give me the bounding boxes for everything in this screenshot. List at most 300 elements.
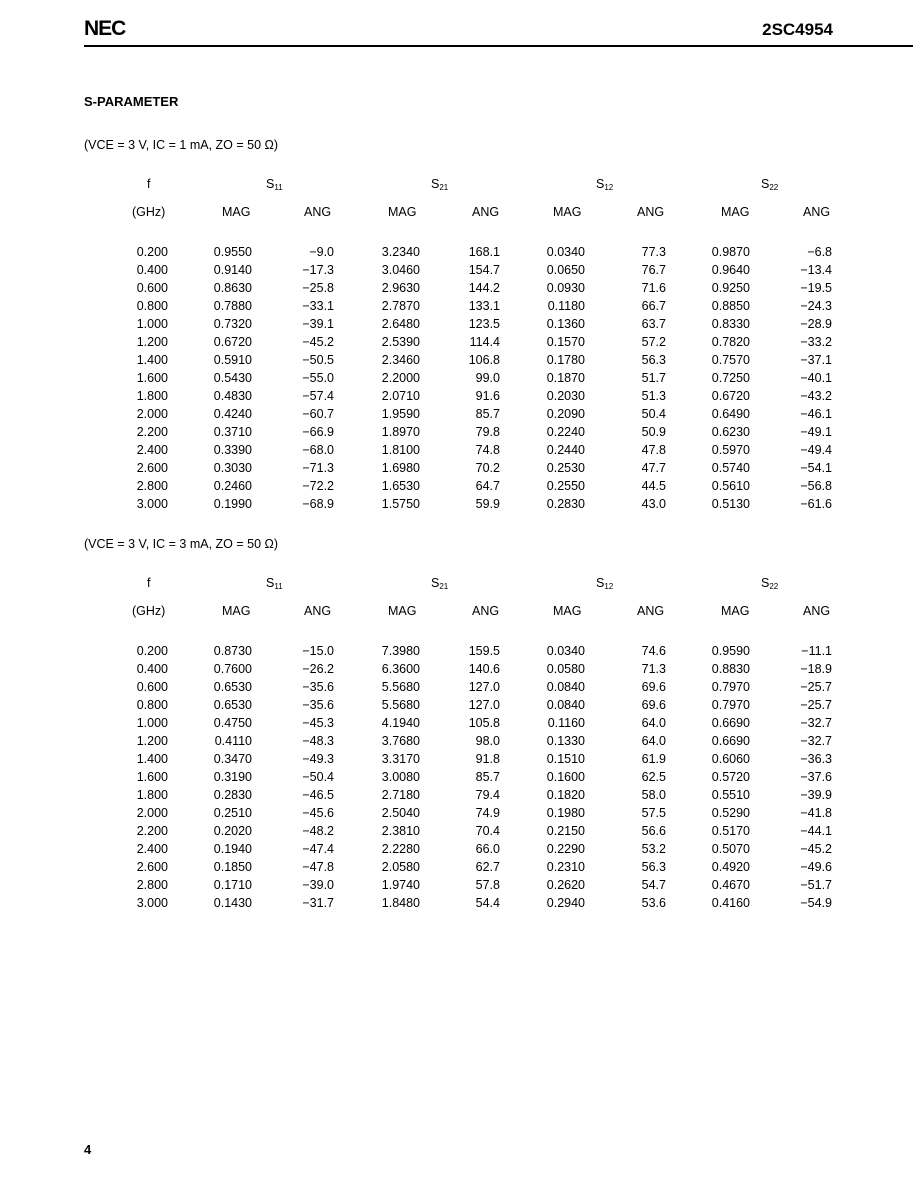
s12-mag-cell: 0.2240 (546, 425, 585, 439)
s21-header: $S_{21}$ (431, 177, 449, 192)
s12-mag-cell: 0.1600 (546, 770, 585, 784)
table-1-condition: (VCE = 3 V, IC = 1 mA, ZO = 50 Ω) (84, 138, 279, 152)
table-row (0, 788, 913, 806)
s21-mag-cell: 3.0460 (381, 263, 420, 277)
s11-mag-cell: 0.4110 (214, 734, 252, 748)
ang-label: ANG (637, 604, 665, 618)
s21-ang-cell: 98.0 (475, 734, 500, 748)
s11-ang-cell: −33.1 (302, 299, 334, 313)
s21-ang-cell: 91.6 (475, 389, 500, 403)
freq-cell: 0.800 (136, 299, 168, 313)
s11-mag-cell: 0.7320 (213, 317, 252, 331)
freq-cell: 0.200 (136, 644, 168, 658)
s21-mag-cell: 6.3600 (381, 662, 420, 676)
s21-mag-cell: 2.5040 (381, 806, 420, 820)
s12-mag-cell: 0.2550 (546, 479, 585, 493)
s22-mag-cell: 0.6720 (711, 389, 750, 403)
s12-mag-cell: 0.1360 (546, 317, 585, 331)
table-row (0, 371, 913, 389)
s11-ang-cell: −47.4 (302, 842, 334, 856)
s21-ang-cell: 74.8 (475, 443, 500, 457)
freq-cell: 1.400 (136, 752, 168, 766)
s21-ang-cell: 123.5 (468, 317, 500, 331)
s22-mag-cell: 0.5610 (711, 479, 750, 493)
s21-mag-cell: 2.3810 (381, 824, 420, 838)
s11-mag-cell: 0.6530 (213, 698, 252, 712)
ang-label: ANG (472, 604, 500, 618)
s12-ang-cell: 71.3 (641, 662, 666, 676)
s11-mag-cell: 0.2510 (213, 806, 252, 820)
s22-mag-cell: 0.7570 (711, 353, 750, 367)
s12-ang-cell: 76.7 (641, 263, 666, 277)
table-row (0, 317, 913, 335)
table-row (0, 443, 913, 461)
s12-mag-cell: 0.1980 (546, 806, 585, 820)
s21-ang-cell: 133.1 (468, 299, 500, 313)
s21-ang-cell: 70.4 (475, 824, 500, 838)
s11-ang-cell: −50.5 (302, 353, 334, 367)
s11-mag-cell: 0.1940 (213, 842, 252, 856)
s11-mag-cell: 0.5910 (213, 353, 252, 367)
s22-mag-cell: 0.6230 (711, 425, 750, 439)
s11-mag-cell: 0.4240 (213, 407, 252, 421)
s11-mag-cell: 0.1710 (213, 878, 252, 892)
s11-mag-cell: 0.3030 (213, 461, 252, 475)
s21-mag-cell: 1.8480 (381, 896, 420, 910)
table-row (0, 497, 913, 515)
s12-mag-cell: 0.0840 (546, 680, 585, 694)
s11-ang-cell: −25.8 (302, 281, 334, 295)
s12-mag-cell: 0.0650 (546, 263, 585, 277)
s21-mag-cell: 1.5750 (381, 497, 420, 511)
table-1-subheader-row (0, 205, 913, 223)
table-row (0, 335, 913, 353)
s22-mag-cell: 0.8850 (711, 299, 750, 313)
freq-cell: 0.200 (136, 245, 168, 259)
table-row (0, 281, 913, 299)
s22-ang-cell: −11.1 (801, 644, 832, 658)
s22-mag-cell: 0.5130 (711, 497, 750, 511)
ang-label: ANG (637, 205, 665, 219)
s21-mag-cell: 2.7180 (381, 788, 420, 802)
table-row (0, 860, 913, 878)
freq-header: f (147, 576, 151, 590)
s11-mag-cell: 0.2830 (213, 788, 252, 802)
table-row (0, 662, 913, 680)
s11-mag-cell: 0.6530 (213, 680, 252, 694)
table-1-body (0, 245, 913, 515)
freq-cell: 2.400 (136, 443, 168, 457)
table-2 (0, 576, 913, 914)
part-number: 2SC4954 (762, 20, 833, 39)
s21-mag-cell: 3.0080 (381, 770, 420, 784)
s11-ang-cell: −26.2 (302, 662, 334, 676)
s22-mag-cell: 0.6690 (711, 716, 750, 730)
table-row (0, 842, 913, 860)
s21-ang-cell: 79.8 (475, 425, 500, 439)
table-row (0, 461, 913, 479)
s22-ang-cell: −54.9 (800, 896, 832, 910)
unit-label: (GHz) (132, 604, 166, 618)
s22-ang-cell: −41.8 (800, 806, 832, 820)
s22-ang-cell: −28.9 (800, 317, 832, 331)
freq-cell: 1.800 (136, 788, 168, 802)
s22-ang-cell: −44.1 (800, 824, 832, 838)
s11-ang-cell: −60.7 (302, 407, 334, 421)
table-row (0, 698, 913, 716)
s21-mag-cell: 2.2000 (381, 371, 420, 385)
table-row (0, 425, 913, 443)
s12-ang-cell: 58.0 (641, 788, 666, 802)
s21-mag-cell: 1.9590 (381, 407, 420, 421)
s11-mag-cell: 0.3470 (213, 752, 252, 766)
s21-ang-cell: 106.8 (468, 353, 500, 367)
s22-mag-cell: 0.9870 (711, 245, 750, 259)
s22-ang-cell: −25.7 (800, 698, 832, 712)
s21-mag-cell: 2.6480 (381, 317, 420, 331)
s11-ang-cell: −57.4 (302, 389, 334, 403)
freq-cell: 2.800 (136, 479, 168, 493)
s12-ang-cell: 51.3 (641, 389, 666, 403)
table-row (0, 716, 913, 734)
s12-ang-cell: 47.7 (641, 461, 666, 475)
s11-ang-cell: −71.3 (302, 461, 334, 475)
s22-mag-cell: 0.5720 (711, 770, 750, 784)
table-row (0, 896, 913, 914)
s21-mag-cell: 5.5680 (381, 698, 420, 712)
s11-ang-cell: −39.1 (302, 317, 334, 331)
s12-ang-cell: 51.7 (641, 371, 666, 385)
s21-mag-cell: 2.3460 (381, 353, 420, 367)
s22-ang-cell: −37.1 (800, 353, 832, 367)
s11-mag-cell: 0.4750 (213, 716, 252, 730)
s11-ang-cell: −39.0 (302, 878, 334, 892)
s21-ang-cell: 140.6 (468, 662, 500, 676)
freq-cell: 1.600 (136, 371, 168, 385)
s21-ang-cell: 54.4 (475, 896, 500, 910)
s11-ang-cell: −45.2 (302, 335, 334, 349)
s11-mag-cell: 0.8730 (213, 644, 252, 658)
freq-cell: 2.200 (136, 425, 168, 439)
s11-ang-cell: −66.9 (302, 425, 334, 439)
s11-mag-cell: 0.2460 (213, 479, 252, 493)
s12-ang-cell: 62.5 (641, 770, 666, 784)
s22-mag-cell: 0.4920 (711, 860, 750, 874)
table-row (0, 734, 913, 752)
s22-mag-cell: 0.7820 (711, 335, 750, 349)
s21-mag-cell: 1.8970 (381, 425, 420, 439)
s12-ang-cell: 56.3 (641, 860, 666, 874)
table-2-condition: (VCE = 3 V, IC = 3 mA, ZO = 50 Ω) (84, 537, 279, 551)
s11-mag-cell: 0.9550 (213, 245, 252, 259)
freq-cell: 1.400 (136, 353, 168, 367)
s22-ang-cell: −39.9 (800, 788, 832, 802)
s21-mag-cell: 5.5680 (381, 680, 420, 694)
s12-ang-cell: 69.6 (641, 698, 666, 712)
s12-ang-cell: 53.6 (641, 896, 666, 910)
s22-mag-cell: 0.4160 (711, 896, 750, 910)
s12-mag-cell: 0.0930 (546, 281, 585, 295)
s21-ang-cell: 74.9 (475, 806, 500, 820)
s22-ang-cell: −49.4 (800, 443, 832, 457)
table-row (0, 806, 913, 824)
mag-label: MAG (721, 205, 750, 219)
table-row (0, 389, 913, 407)
s11-ang-cell: −68.0 (302, 443, 334, 457)
s22-ang-cell: −32.7 (800, 734, 832, 748)
s12-mag-cell: 0.2530 (546, 461, 585, 475)
s22-header: $S_{22}$ (761, 177, 779, 192)
s12-mag-cell: 0.2030 (546, 389, 585, 403)
s12-header: $S_{12}$ (596, 576, 614, 591)
s21-ang-cell: 85.7 (475, 407, 500, 421)
s22-mag-cell: 0.5290 (711, 806, 750, 820)
s22-ang-cell: −37.6 (800, 770, 832, 784)
s21-mag-cell: 2.9630 (381, 281, 420, 295)
s21-ang-cell: 64.7 (475, 479, 500, 493)
freq-cell: 0.400 (136, 263, 168, 277)
s11-mag-cell: 0.9140 (213, 263, 252, 277)
s21-mag-cell: 2.5390 (381, 335, 420, 349)
s22-ang-cell: −54.1 (800, 461, 832, 475)
mag-label: MAG (388, 205, 417, 219)
ang-label: ANG (304, 205, 332, 219)
s21-mag-cell: 2.0580 (381, 860, 420, 874)
s12-ang-cell: 66.7 (641, 299, 666, 313)
s22-ang-cell: −40.1 (800, 371, 832, 385)
s11-ang-cell: −68.9 (302, 497, 334, 511)
s21-ang-cell: 105.8 (468, 716, 500, 730)
s11-ang-cell: −50.4 (302, 770, 334, 784)
s11-mag-cell: 0.4830 (213, 389, 252, 403)
s11-ang-cell: −72.2 (302, 479, 334, 493)
s11-mag-cell: 0.3190 (213, 770, 252, 784)
s11-header: $S_{11}$ (266, 177, 283, 192)
s21-mag-cell: 7.3980 (381, 644, 420, 658)
s12-ang-cell: 53.2 (641, 842, 666, 856)
s21-ang-cell: 127.0 (468, 680, 500, 694)
s22-mag-cell: 0.5510 (711, 788, 750, 802)
s12-ang-cell: 64.0 (641, 716, 666, 730)
s11-ang-cell: −15.0 (302, 644, 334, 658)
s12-ang-cell: 54.7 (641, 878, 666, 892)
s11-ang-cell: −48.2 (302, 824, 334, 838)
table-row (0, 353, 913, 371)
s22-ang-cell: −18.9 (800, 662, 832, 676)
freq-cell: 1.200 (136, 335, 168, 349)
s22-mag-cell: 0.9590 (711, 644, 750, 658)
freq-cell: 0.400 (136, 662, 168, 676)
freq-cell: 1.000 (136, 716, 168, 730)
s22-mag-cell: 0.6060 (711, 752, 750, 766)
s12-mag-cell: 0.0340 (546, 644, 585, 658)
s22-mag-cell: 0.4670 (711, 878, 750, 892)
s12-mag-cell: 0.1870 (546, 371, 585, 385)
s12-mag-cell: 0.0580 (546, 662, 585, 676)
s12-mag-cell: 0.1820 (546, 788, 585, 802)
freq-cell: 2.000 (136, 407, 168, 421)
s22-ang-cell: −61.6 (800, 497, 832, 511)
s12-ang-cell: 57.2 (641, 335, 666, 349)
ang-label: ANG (803, 604, 831, 618)
freq-cell: 0.600 (136, 281, 168, 295)
freq-cell: 2.400 (136, 842, 168, 856)
s22-mag-cell: 0.5740 (711, 461, 750, 475)
s22-ang-cell: −36.3 (800, 752, 832, 766)
s11-ang-cell: −47.8 (302, 860, 334, 874)
s12-ang-cell: 50.9 (641, 425, 666, 439)
s12-mag-cell: 0.0340 (546, 245, 585, 259)
s12-ang-cell: 63.7 (641, 317, 666, 331)
s21-ang-cell: 66.0 (475, 842, 500, 856)
s21-mag-cell: 1.6530 (381, 479, 420, 493)
s11-ang-cell: −48.3 (302, 734, 334, 748)
header-rule (84, 45, 913, 47)
s21-ang-cell: 168.1 (468, 245, 500, 259)
s21-ang-cell: 57.8 (475, 878, 500, 892)
ang-label: ANG (472, 205, 500, 219)
s11-mag-cell: 0.1850 (213, 860, 252, 874)
s22-ang-cell: −51.7 (800, 878, 832, 892)
s21-mag-cell: 1.9740 (381, 878, 420, 892)
mag-label: MAG (222, 604, 251, 618)
freq-cell: 2.600 (136, 461, 168, 475)
freq-cell: 1.800 (136, 389, 168, 403)
s11-ang-cell: −31.7 (302, 896, 334, 910)
table-row (0, 407, 913, 425)
s21-ang-cell: 85.7 (475, 770, 500, 784)
s12-ang-cell: 56.3 (641, 353, 666, 367)
s22-mag-cell: 0.9250 (711, 281, 750, 295)
s22-mag-cell: 0.5170 (711, 824, 750, 838)
freq-cell: 2.600 (136, 860, 168, 874)
s12-ang-cell: 61.9 (641, 752, 666, 766)
s11-mag-cell: 0.6720 (213, 335, 252, 349)
s12-ang-cell: 57.5 (641, 806, 666, 820)
s11-ang-cell: −45.6 (302, 806, 334, 820)
table-row (0, 245, 913, 263)
unit-label: (GHz) (132, 205, 166, 219)
s12-ang-cell: 77.3 (641, 245, 666, 259)
s21-mag-cell: 3.3170 (381, 752, 420, 766)
nec-logo: NEC (84, 17, 126, 40)
mag-label: MAG (553, 205, 582, 219)
s22-mag-cell: 0.7970 (711, 680, 750, 694)
s12-ang-cell: 44.5 (641, 479, 666, 493)
s22-ang-cell: −49.6 (800, 860, 832, 874)
table-2-subheader-row (0, 604, 913, 622)
s22-ang-cell: −43.2 (800, 389, 832, 403)
s21-ang-cell: 59.9 (475, 497, 500, 511)
s11-mag-cell: 0.1430 (213, 896, 252, 910)
freq-cell: 2.200 (136, 824, 168, 838)
s22-ang-cell: −32.7 (800, 716, 832, 730)
s12-mag-cell: 0.2940 (546, 896, 585, 910)
freq-cell: 2.000 (136, 806, 168, 820)
s21-ang-cell: 62.7 (475, 860, 500, 874)
s22-mag-cell: 0.6690 (711, 734, 750, 748)
s22-mag-cell: 0.7250 (711, 371, 750, 385)
s11-mag-cell: 0.3390 (213, 443, 252, 457)
s21-ang-cell: 99.0 (475, 371, 500, 385)
freq-cell: 0.800 (136, 698, 168, 712)
s21-mag-cell: 1.8100 (381, 443, 420, 457)
s11-mag-cell: 0.7880 (213, 299, 252, 313)
s12-mag-cell: 0.1780 (546, 353, 585, 367)
s12-ang-cell: 47.8 (641, 443, 666, 457)
s21-ang-cell: 79.4 (475, 788, 500, 802)
s22-mag-cell: 0.9640 (711, 263, 750, 277)
s11-ang-cell: −35.6 (302, 680, 334, 694)
s12-mag-cell: 0.2090 (546, 407, 585, 421)
table-row (0, 770, 913, 788)
s21-mag-cell: 2.7870 (381, 299, 420, 313)
s12-ang-cell: 64.0 (641, 734, 666, 748)
s11-mag-cell: 0.8630 (213, 281, 252, 295)
s11-ang-cell: −49.3 (302, 752, 334, 766)
s21-ang-cell: 159.5 (468, 644, 500, 658)
s12-mag-cell: 0.1570 (546, 335, 585, 349)
table-1-header-row (0, 177, 913, 195)
s12-ang-cell: 50.4 (641, 407, 666, 421)
s21-header: $S_{21}$ (431, 576, 449, 591)
s21-mag-cell: 2.0710 (381, 389, 420, 403)
s11-header: $S_{11}$ (266, 576, 283, 591)
s21-ang-cell: 144.2 (468, 281, 500, 295)
s11-mag-cell: 0.5430 (213, 371, 252, 385)
s12-ang-cell: 56.6 (641, 824, 666, 838)
s12-ang-cell: 69.6 (641, 680, 666, 694)
s21-ang-cell: 91.8 (475, 752, 500, 766)
s11-ang-cell: −35.6 (302, 698, 334, 712)
freq-cell: 3.000 (136, 497, 168, 511)
s22-ang-cell: −24.3 (800, 299, 832, 313)
section-title: S-PARAMETER (84, 94, 179, 109)
s12-mag-cell: 0.1330 (546, 734, 585, 748)
mag-label: MAG (222, 205, 251, 219)
freq-cell: 0.600 (136, 680, 168, 694)
mag-label: MAG (553, 604, 582, 618)
s22-ang-cell: −25.7 (800, 680, 832, 694)
s12-mag-cell: 0.2830 (546, 497, 585, 511)
s11-ang-cell: −55.0 (302, 371, 334, 385)
table-row (0, 479, 913, 497)
s12-ang-cell: 71.6 (641, 281, 666, 295)
s22-mag-cell: 0.8330 (711, 317, 750, 331)
s12-ang-cell: 43.0 (641, 497, 666, 511)
table-row (0, 878, 913, 896)
table-row (0, 644, 913, 662)
s21-ang-cell: 154.7 (468, 263, 500, 277)
s22-ang-cell: −19.5 (800, 281, 832, 295)
s22-mag-cell: 0.5970 (711, 443, 750, 457)
s21-mag-cell: 4.1940 (381, 716, 420, 730)
s22-mag-cell: 0.8830 (711, 662, 750, 676)
ang-label: ANG (304, 604, 332, 618)
table-row (0, 752, 913, 770)
s11-ang-cell: −17.3 (302, 263, 334, 277)
s22-mag-cell: 0.5070 (711, 842, 750, 856)
ang-label: ANG (803, 205, 831, 219)
s22-mag-cell: 0.7970 (711, 698, 750, 712)
s22-ang-cell: −46.1 (800, 407, 832, 421)
s21-ang-cell: 114.4 (469, 335, 500, 349)
s21-mag-cell: 3.2340 (381, 245, 420, 259)
s21-mag-cell: 2.2280 (381, 842, 420, 856)
s21-ang-cell: 70.2 (475, 461, 500, 475)
s11-mag-cell: 0.7600 (213, 662, 252, 676)
s12-header: $S_{12}$ (596, 177, 614, 192)
